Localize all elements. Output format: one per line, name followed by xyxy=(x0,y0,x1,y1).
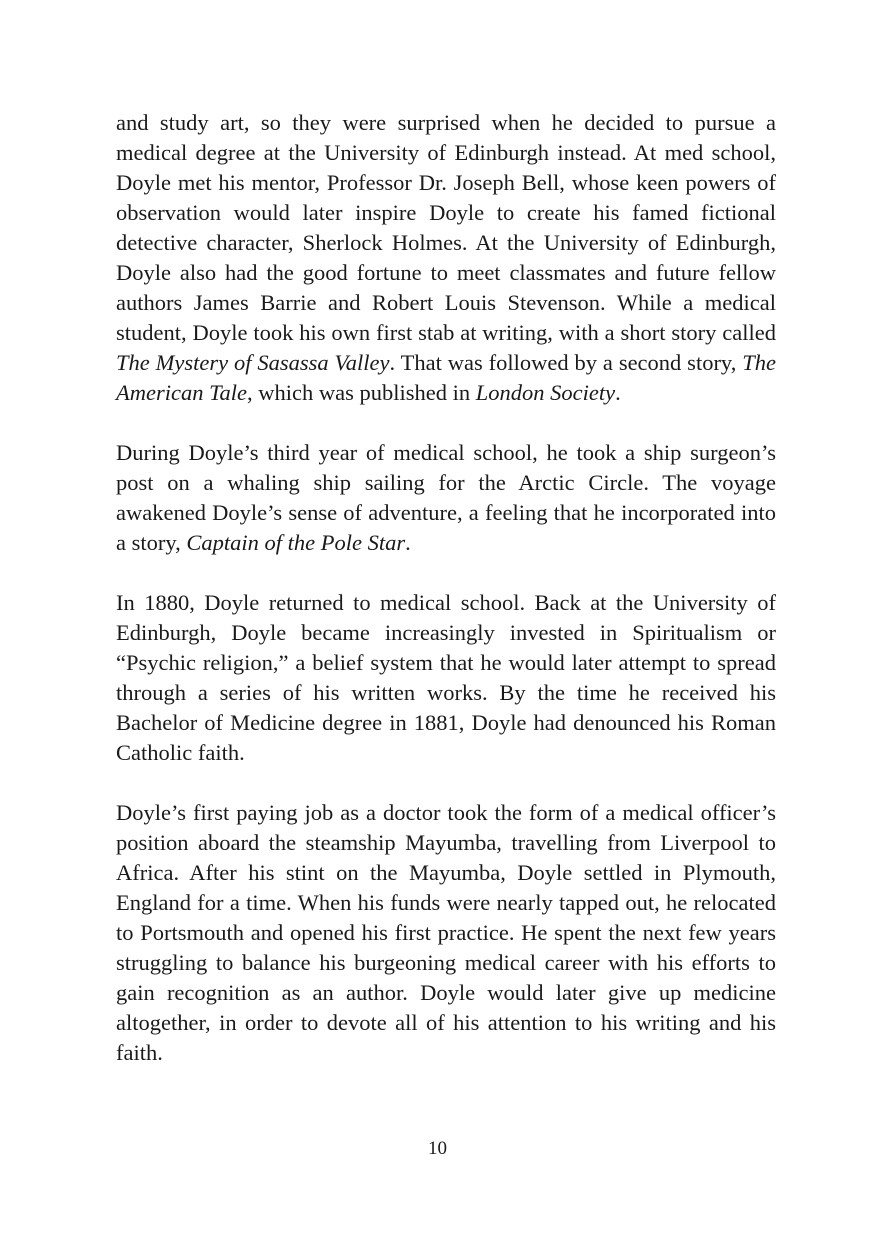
paragraph-text: . That was followed by a second story, xyxy=(389,350,743,375)
paragraph-medical-school xyxy=(116,108,776,408)
paragraph-text: . xyxy=(615,380,621,405)
page-body xyxy=(116,108,776,1098)
story-title-pole-star: Captain of the Pole Star xyxy=(186,530,406,555)
paragraph-text: . xyxy=(405,530,411,555)
paragraph-text: During Doyle’s third year of medical school, he took a ship surgeon’s post on a whaling ship sailing for the Arctic Circle. The voyage awakened Doyle’s sense of adventure, a feeling that he incorporated into a story, xyxy=(116,440,776,555)
story-title-american-tale: The American Tale xyxy=(116,350,776,405)
page-number: 10 xyxy=(428,1138,447,1159)
story-title-sasassa-valley: The Mystery of Sasassa Valley xyxy=(116,350,390,375)
paragraph-first-job: Doyle’s first paying job as a doctor took the form of a medical officer’s position aboard the steamship Mayumba, travelling from Liverpool to Africa. After his stint on the Mayumba, Doyle settled in Plymouth, England for a time. When his funds were nearly tapped out, he relocated to Portsmouth and opened his first practice. He spent the next few years struggling to balance his burgeoning medical career with his efforts to gain recognition as an author. Doyle would later give up medicine altogether, in order to devote all of his attention to his writing and his faith. xyxy=(116,800,776,1065)
paragraph-text: , which was published in xyxy=(247,380,476,405)
paragraph-spiritualism: In 1880, Doyle returned to medical school. Back at the University of Edinburgh, Doyle became increasingly invested in Spiritualism or “Psychic religion,” a belief system that he would later attempt to spread through a series of his written works. By the time he received his Bachelor of Medicine degree in 1881, Doyle had denounced his Roman Catholic faith. xyxy=(116,590,776,765)
publication-title-london-society: London Society xyxy=(475,380,616,405)
paragraph-whaling-voyage xyxy=(116,438,776,558)
paragraph-text: and study art, so they were surprised when he decided to pursue a medical degree at the University of Edinburgh instead. At med school, Doyle met his mentor, Professor Dr. Joseph Bell, whose keen powers of observation would later inspire Doyle to create his famed fictional detective character, Sherlock Holmes. At the University of Edinburgh, Doyle also had the good fortune to meet classmates and future fellow authors James Barrie and Robert Louis Stevenson. While a medical student, Doyle took his own first stab at writing, with a short story called xyxy=(116,110,776,345)
